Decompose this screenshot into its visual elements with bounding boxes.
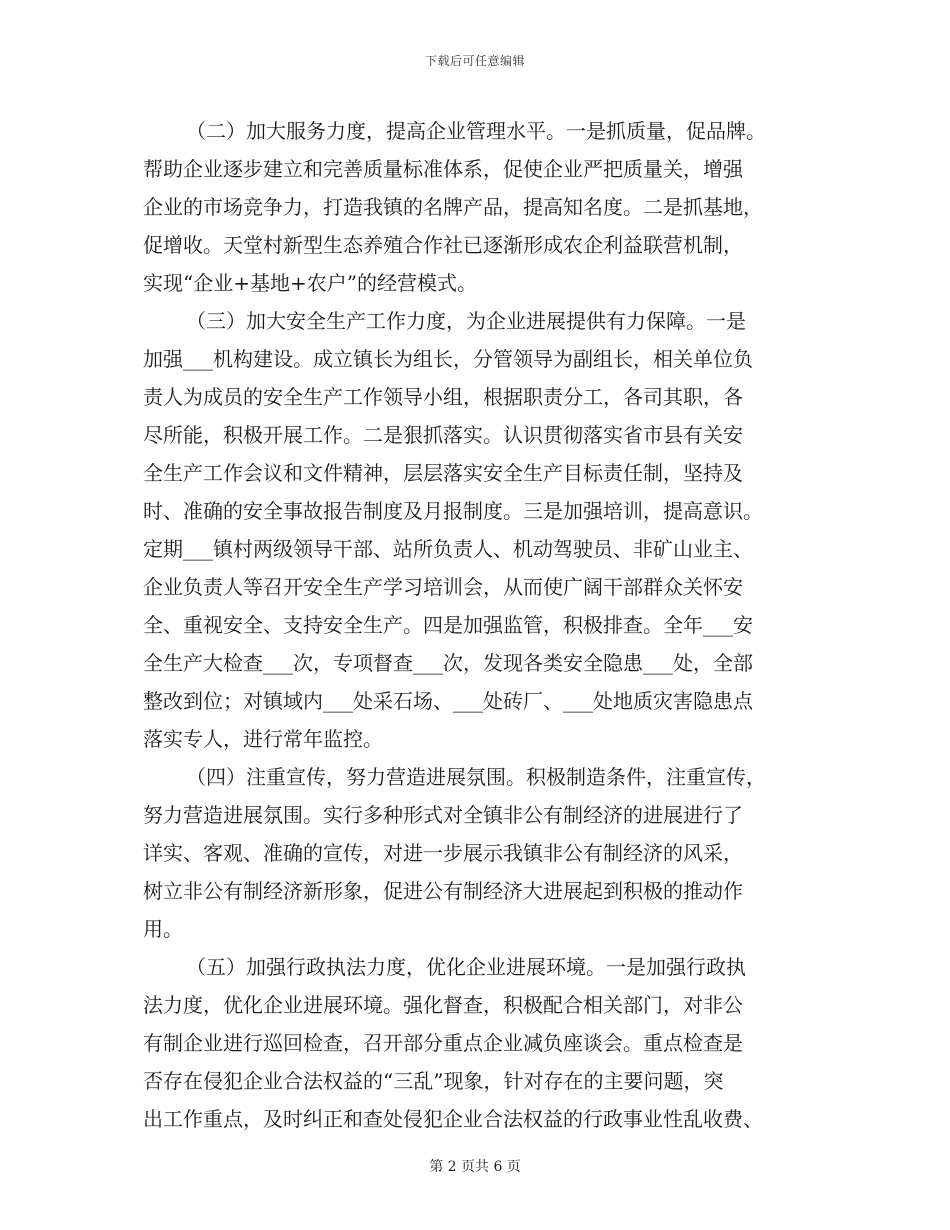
text-line: 促增收。天堂村新型生态养殖合作社已逐渐形成农企利益联营机制， xyxy=(143,233,743,257)
text-line: 法力度，优化企业进展环境。强化督查，积极配合相关部门，对非公 xyxy=(143,993,743,1017)
text-line: 尽所能，积极开展工作。二是狠抓落实。认识贯彻落实省市县有关安 xyxy=(143,423,743,447)
document-body xyxy=(143,112,808,1138)
text-line: 否存在侵犯企业合法权益的“三乱”现象，针对存在的主要问题，突 xyxy=(143,1069,724,1093)
text-line: 树立非公有制经济新形象，促进公有制经济大进展起到积极的推动作 xyxy=(143,879,743,903)
page-number: 第 2 页共 6 页 xyxy=(429,1159,521,1175)
text-line: 努力营造进展氛围。实行多种形式对全镇非公有制经济的进展进行了 xyxy=(143,803,743,827)
paragraph-publicity xyxy=(143,758,808,948)
page-header: 下载后可任意编辑 xyxy=(424,54,525,68)
text-line: 实现“企业+基地+农户”的经营模式。 xyxy=(143,271,477,295)
text-line: 出工作重点，及时纠正和查处侵犯企业合法权益的行政事业性乱收费、 xyxy=(143,1107,763,1131)
paragraph-enforcement xyxy=(143,948,808,1138)
text-line: 全生产大检查___次，专项督查___次，发现各类安全隐患___处，全部 xyxy=(143,651,753,675)
text-line: 整改到位；对镇域内___处采石场、___处砖厂、___处地质灾害隐患点 xyxy=(143,689,753,713)
text-line: 企业的市场竞争力，打造我镇的名牌产品，提高知名度。二是抓基地， xyxy=(143,195,763,219)
text-line: （四）注重宣传，努力营造进展氛围。积极制造条件，注重宣传， xyxy=(186,765,766,789)
text-line: 详实、客观、准确的宣传，对进一步展示我镇非公有制经济的风采， xyxy=(143,841,743,865)
text-line: 有制企业进行巡回检查，召开部分重点企业减负座谈会。重点检查是 xyxy=(143,1031,743,1055)
text-line: 时、准确的安全事故报告制度及月报制度。三是加强培训，提高意识。 xyxy=(143,499,763,523)
text-line: 全、重视安全、支持安全生产。四是加强监管，积极排查。全年___安 xyxy=(143,613,753,637)
text-line: 用。 xyxy=(143,917,183,941)
text-line: 落实专人，进行常年监控。 xyxy=(143,727,383,751)
text-line: 责人为成员的安全生产工作领导小组，根据职责分工，各司其职，各 xyxy=(143,385,743,409)
text-line: 定期___镇村两级领导干部、站所负责人、机动驾驶员、非矿山业主、 xyxy=(143,537,753,561)
text-line: （五）加强行政执法力度，优化企业进展环境。一是加强行政执 xyxy=(186,955,746,979)
text-line: 全生产工作会议和文件精神，层层落实安全生产目标责任制，坚持及 xyxy=(143,461,743,485)
text-line: 帮助企业逐步建立和完善质量标准体系，促使企业严把质量关，增强 xyxy=(143,157,743,181)
text-line: （二）加大服务力度，提高企业管理水平。一是抓质量，促品牌。 xyxy=(186,119,766,143)
text-line: 加强___机构建设。成立镇长为组长，分管领导为副组长，相关单位负 xyxy=(143,347,753,371)
text-line: （三）加大安全生产工作力度，为企业进展提供有力保障。一是 xyxy=(186,309,746,333)
text-line: 企业负责人等召开安全生产学习培训会，从而使广阔干部群众关怀安 xyxy=(143,575,743,599)
paragraph-services xyxy=(143,112,808,302)
paragraph-safety xyxy=(143,302,808,758)
